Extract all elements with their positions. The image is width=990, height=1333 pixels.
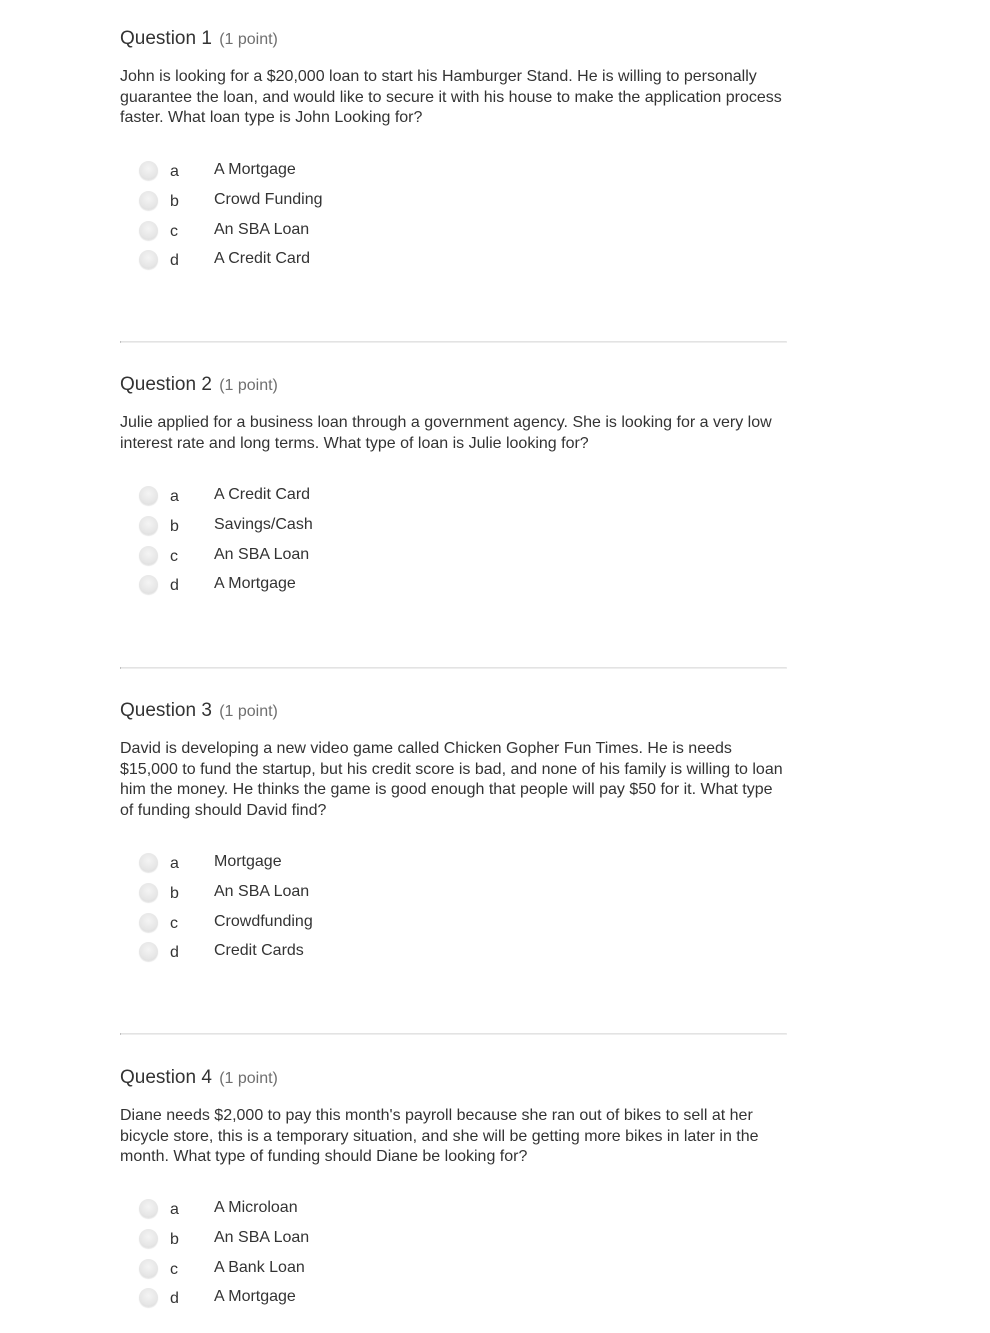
option-letter: a [170,855,179,872]
radio-button[interactable] [139,250,158,269]
option-b[interactable] [120,878,785,908]
option-letter: b [170,1230,179,1248]
option-a[interactable] [120,1194,785,1224]
question-title: Question 2 [120,374,212,395]
option-label[interactable]: A Mortgage [214,161,296,178]
question-header [120,699,785,724]
question-2 [120,373,785,595]
option-letter: d [170,1290,179,1308]
answer-options [120,848,785,967]
option-a[interactable] [120,481,785,511]
radio-button[interactable] [139,1288,158,1307]
option-label[interactable]: A Credit Card [214,250,311,268]
answer-options [120,156,785,275]
radio-button[interactable] [139,486,158,505]
option-label[interactable]: A Mortgage [214,575,296,593]
option-letter: c [170,222,178,240]
radio-button[interactable] [139,546,158,565]
question-divider [120,341,787,343]
option-label[interactable]: Crowdfunding [214,912,313,930]
question-3 [120,699,785,962]
option-b[interactable] [120,1224,785,1254]
radio-button[interactable] [139,191,158,210]
option-letter: c [170,547,178,565]
question-points: (1 point) [219,377,278,394]
option-c[interactable] [120,216,785,246]
option-label[interactable]: Savings/Cash [214,515,313,533]
question-text: Diane needs $2,000 to pay this month's payroll because she ran out of bikes to sell at her bicycle store, this is a temporary situation, and she will be getting more bikes in later in the month. What type of funding should Diane be looking for? [120,1107,759,1165]
question-header [120,373,785,398]
question-header [120,27,785,52]
option-letter: c [170,914,178,932]
option-letter: a [170,163,179,180]
option-letter: d [170,252,179,270]
option-letter: c [170,1260,178,1278]
option-b[interactable] [120,511,785,541]
option-label[interactable]: Credit Cards [214,942,304,960]
option-label[interactable]: Crowd Funding [214,190,323,208]
option-a[interactable] [120,156,785,186]
option-letter: b [170,884,179,902]
option-d[interactable] [120,570,785,600]
option-a[interactable] [120,848,785,878]
option-b[interactable] [120,186,785,216]
option-letter: d [170,944,179,962]
option-label[interactable]: Mortgage [214,853,282,870]
question-text: John is looking for a $20,000 loan to start his Hamburger Stand. He is willing to personally guarantee the loan, and would like to secure it with his house to make the application process faster. What loan type is John Looking for? [120,68,782,126]
option-label[interactable]: A Bank Loan [214,1258,305,1276]
option-label[interactable]: A Credit Card [214,486,311,503]
question-title: Question 3 [120,700,212,721]
option-letter: d [170,577,179,595]
radio-button[interactable] [139,161,158,180]
option-label[interactable]: An SBA Loan [214,1228,310,1246]
option-letter: a [170,1201,179,1218]
radio-button[interactable] [139,1199,158,1218]
question-points: (1 point) [219,31,278,48]
option-d[interactable] [120,245,785,275]
radio-button[interactable] [139,883,158,902]
radio-button[interactable] [139,1259,158,1278]
question-4 [120,1066,785,1308]
question-points: (1 point) [219,703,278,720]
option-c[interactable] [120,908,785,938]
option-letter: a [170,488,179,505]
option-d[interactable] [120,1283,785,1313]
option-letter: b [170,192,179,210]
option-letter: b [170,517,179,535]
radio-button[interactable] [139,575,158,594]
answer-options [120,1194,785,1313]
question-text: Julie applied for a business loan through a government agency. She is looking for a very low interest rate and long terms. What type of loan is Julie looking for? [120,414,772,452]
radio-button[interactable] [139,942,158,961]
option-c[interactable] [120,541,785,571]
question-divider [120,1033,787,1035]
radio-button[interactable] [139,221,158,240]
radio-button[interactable] [139,853,158,872]
question-1 [120,27,785,270]
option-label[interactable]: A Mortgage [214,1288,296,1306]
question-points: (1 point) [219,1070,278,1087]
question-divider [120,667,787,669]
question-title: Question 4 [120,1067,212,1088]
option-label[interactable]: An SBA Loan [214,882,310,900]
option-label[interactable]: An SBA Loan [214,220,310,238]
answer-options [120,481,785,600]
question-text: David is developing a new video game called Chicken Gopher Fun Times. He is needs $15,000 to fund the startup, but his credit score is bad, and none of his family is willing to loan him the money. He thinks the game is good enough that people will pay $50 for it. What type of funding should David find? [120,740,783,819]
option-c[interactable] [120,1254,785,1284]
question-title: Question 1 [120,28,212,49]
radio-button[interactable] [139,1229,158,1248]
option-d[interactable] [120,937,785,967]
radio-button[interactable] [139,516,158,535]
option-label[interactable]: A Microloan [214,1199,298,1216]
question-header [120,1066,785,1091]
option-label[interactable]: An SBA Loan [214,545,310,563]
radio-button[interactable] [139,913,158,932]
